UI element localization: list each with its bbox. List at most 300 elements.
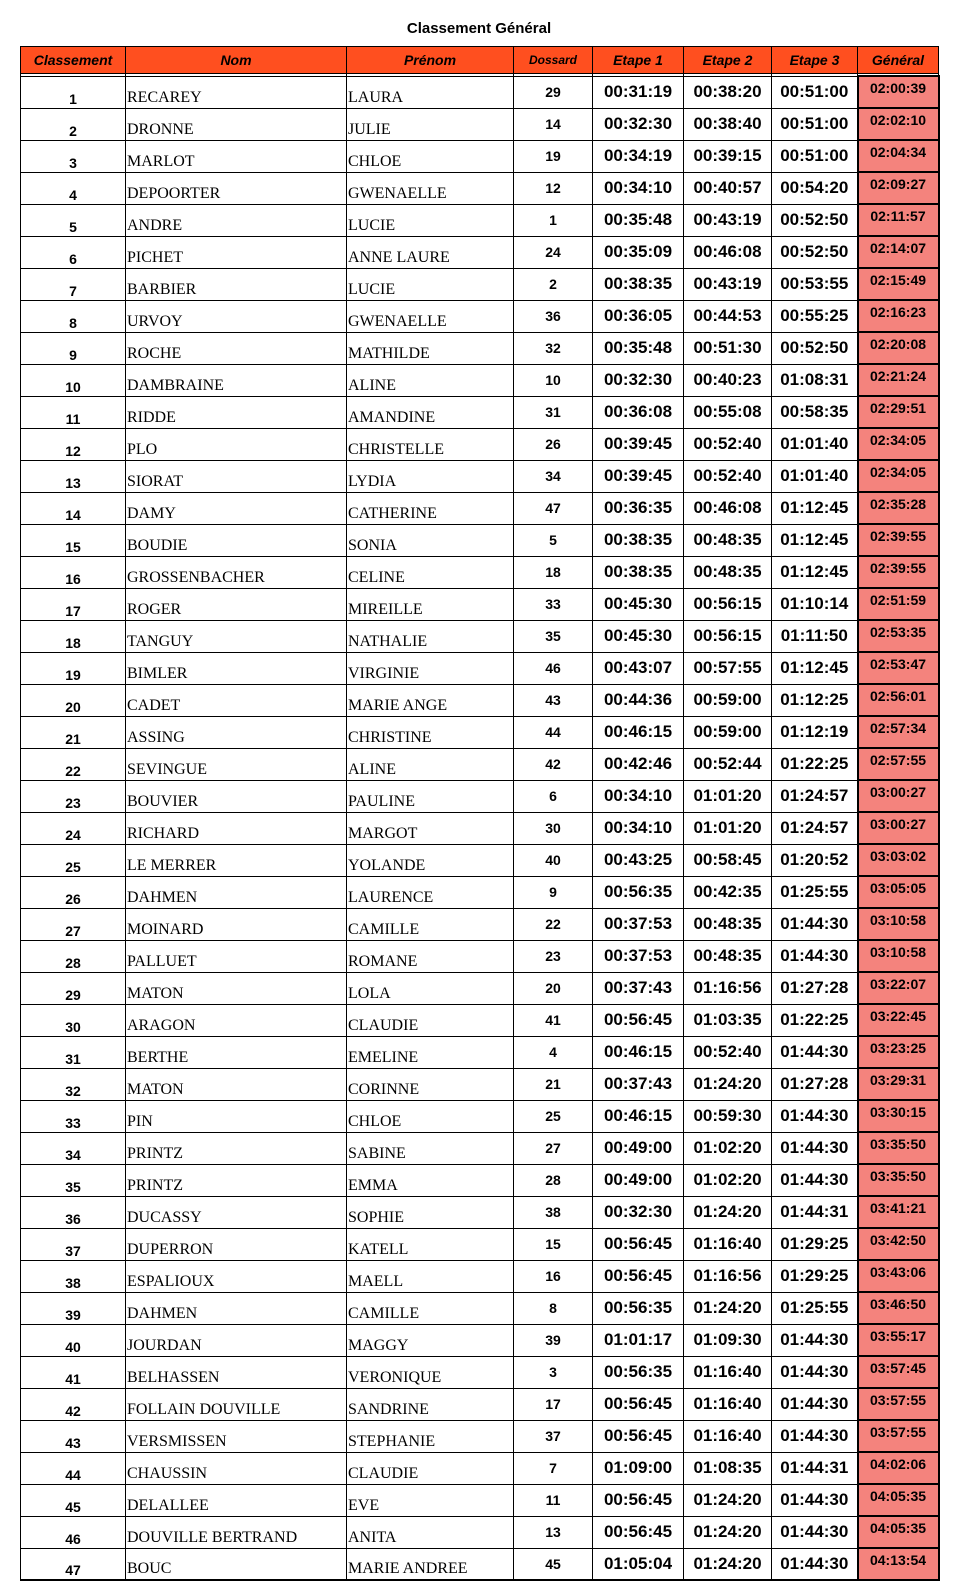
cell-etape3: 01:27:28 — [772, 972, 858, 1004]
cell-general: 02:53:35 — [858, 620, 939, 652]
cell-nom: ARAGON — [126, 1004, 347, 1036]
cell-etape2: 01:16:40 — [684, 1356, 772, 1388]
cell-classement: 17 — [21, 588, 126, 620]
cell-nom: BERTHE — [126, 1036, 347, 1068]
cell-classement: 1 — [21, 76, 126, 108]
cell-nom: VERSMISSEN — [126, 1420, 347, 1452]
cell-etape2: 00:56:15 — [684, 620, 772, 652]
cell-general: 02:16:23 — [858, 300, 939, 332]
cell-dossard: 26 — [514, 428, 593, 460]
cell-etape1: 00:56:35 — [593, 1292, 684, 1324]
cell-nom: FOLLAIN DOUVILLE — [126, 1388, 347, 1420]
cell-general: 03:00:27 — [858, 780, 939, 812]
cell-etape1: 00:39:45 — [593, 460, 684, 492]
cell-prenom: MARIE ANDREE — [347, 1548, 514, 1580]
cell-etape3: 01:01:40 — [772, 460, 858, 492]
cell-classement: 35 — [21, 1164, 126, 1196]
cell-prenom: GWENAELLE — [347, 300, 514, 332]
cell-prenom: SANDRINE — [347, 1388, 514, 1420]
cell-prenom: ALINE — [347, 748, 514, 780]
cell-prenom: CHRISTINE — [347, 716, 514, 748]
cell-prenom: MARGOT — [347, 812, 514, 844]
cell-nom: ASSING — [126, 716, 347, 748]
cell-etape3: 01:44:30 — [772, 1164, 858, 1196]
cell-dossard: 39 — [514, 1324, 593, 1356]
cell-etape3: 01:44:30 — [772, 1388, 858, 1420]
cell-general: 02:35:28 — [858, 492, 939, 524]
cell-classement: 11 — [21, 396, 126, 428]
cell-nom: RECAREY — [126, 76, 347, 108]
cell-dossard: 32 — [514, 332, 593, 364]
cell-general: 02:39:55 — [858, 524, 939, 556]
cell-etape3: 01:12:25 — [772, 684, 858, 716]
table-row — [21, 844, 939, 876]
cell-etape2: 01:16:56 — [684, 972, 772, 1004]
cell-nom: PLO — [126, 428, 347, 460]
cell-classement: 21 — [21, 716, 126, 748]
table-row — [21, 812, 939, 844]
cell-classement: 34 — [21, 1132, 126, 1164]
cell-prenom: MIREILLE — [347, 588, 514, 620]
cell-prenom: CLAUDIE — [347, 1004, 514, 1036]
cell-classement: 22 — [21, 748, 126, 780]
cell-general: 02:09:27 — [858, 172, 939, 204]
cell-etape1: 00:34:19 — [593, 140, 684, 172]
cell-nom: SEVINGUE — [126, 748, 347, 780]
cell-nom: CHAUSSIN — [126, 1452, 347, 1484]
cell-general: 02:02:10 — [858, 108, 939, 140]
header-etape1: Etape 1 — [593, 47, 684, 74]
cell-etape2: 00:46:08 — [684, 492, 772, 524]
header-dossard: Dossard — [514, 47, 593, 74]
cell-etape1: 01:09:00 — [593, 1452, 684, 1484]
cell-prenom: CHLOE — [347, 1100, 514, 1132]
cell-dossard: 22 — [514, 908, 593, 940]
cell-etape3: 01:12:19 — [772, 716, 858, 748]
table-body — [21, 74, 939, 1581]
cell-etape3: 01:44:30 — [772, 1324, 858, 1356]
cell-etape1: 00:36:35 — [593, 492, 684, 524]
cell-general: 03:42:50 — [858, 1228, 939, 1260]
cell-dossard: 20 — [514, 972, 593, 1004]
cell-etape2: 01:02:20 — [684, 1132, 772, 1164]
cell-prenom: AMANDINE — [347, 396, 514, 428]
cell-etape3: 00:51:00 — [772, 140, 858, 172]
cell-etape2: 01:24:20 — [684, 1068, 772, 1100]
cell-etape3: 01:44:30 — [772, 1356, 858, 1388]
cell-etape2: 00:48:35 — [684, 940, 772, 972]
cell-classement: 29 — [21, 972, 126, 1004]
cell-etape2: 00:59:00 — [684, 684, 772, 716]
cell-etape1: 00:46:15 — [593, 1100, 684, 1132]
cell-nom: URVOY — [126, 300, 347, 332]
cell-nom: BOUVIER — [126, 780, 347, 812]
cell-etape1: 00:37:53 — [593, 908, 684, 940]
cell-prenom: STEPHANIE — [347, 1420, 514, 1452]
cell-etape3: 01:22:25 — [772, 748, 858, 780]
cell-classement: 13 — [21, 460, 126, 492]
cell-etape2: 00:46:08 — [684, 236, 772, 268]
cell-general: 03:35:50 — [858, 1164, 939, 1196]
cell-dossard: 8 — [514, 1292, 593, 1324]
cell-etape2: 00:40:57 — [684, 172, 772, 204]
cell-etape1: 00:43:07 — [593, 652, 684, 684]
cell-etape3: 01:27:28 — [772, 1068, 858, 1100]
cell-general: 02:51:59 — [858, 588, 939, 620]
cell-prenom: MAELL — [347, 1260, 514, 1292]
cell-general: 02:53:47 — [858, 652, 939, 684]
cell-etape1: 00:45:30 — [593, 620, 684, 652]
cell-classement: 44 — [21, 1452, 126, 1484]
cell-etape1: 00:39:45 — [593, 428, 684, 460]
table-row — [21, 1068, 939, 1100]
cell-classement: 26 — [21, 876, 126, 908]
cell-etape1: 00:34:10 — [593, 780, 684, 812]
cell-prenom: EVE — [347, 1484, 514, 1516]
table-row — [21, 588, 939, 620]
cell-nom: ROCHE — [126, 332, 347, 364]
cell-etape2: 00:48:35 — [684, 908, 772, 940]
cell-etape2: 01:16:40 — [684, 1420, 772, 1452]
table-row — [21, 1196, 939, 1228]
cell-general: 02:11:57 — [858, 204, 939, 236]
table-row — [21, 1132, 939, 1164]
cell-general: 03:57:55 — [858, 1420, 939, 1452]
cell-prenom: CLAUDIE — [347, 1452, 514, 1484]
table-row — [21, 460, 939, 492]
cell-dossard: 31 — [514, 396, 593, 428]
cell-general: 02:20:08 — [858, 332, 939, 364]
cell-etape2: 01:08:35 — [684, 1452, 772, 1484]
cell-etape2: 00:55:08 — [684, 396, 772, 428]
table-row — [21, 1036, 939, 1068]
cell-prenom: LAURENCE — [347, 876, 514, 908]
cell-nom: DAHMEN — [126, 1292, 347, 1324]
cell-prenom: NATHALIE — [347, 620, 514, 652]
cell-etape1: 00:42:46 — [593, 748, 684, 780]
cell-general: 03:57:55 — [858, 1388, 939, 1420]
cell-etape2: 00:42:35 — [684, 876, 772, 908]
cell-etape1: 00:56:45 — [593, 1388, 684, 1420]
cell-etape1: 00:56:45 — [593, 1420, 684, 1452]
cell-general: 04:05:35 — [858, 1484, 939, 1516]
cell-prenom: ALINE — [347, 364, 514, 396]
cell-prenom: CATHERINE — [347, 492, 514, 524]
cell-prenom: CAMILLE — [347, 908, 514, 940]
cell-prenom: CHLOE — [347, 140, 514, 172]
header-etape3: Etape 3 — [772, 47, 858, 74]
cell-etape1: 00:45:30 — [593, 588, 684, 620]
cell-etape1: 00:34:10 — [593, 172, 684, 204]
cell-dossard: 41 — [514, 1004, 593, 1036]
cell-etape1: 00:56:35 — [593, 876, 684, 908]
cell-classement: 18 — [21, 620, 126, 652]
cell-nom: DUPERRON — [126, 1228, 347, 1260]
cell-general: 03:10:58 — [858, 908, 939, 940]
cell-etape1: 01:01:17 — [593, 1324, 684, 1356]
cell-classement: 5 — [21, 204, 126, 236]
cell-etape2: 00:48:35 — [684, 524, 772, 556]
cell-classement: 36 — [21, 1196, 126, 1228]
cell-etape2: 00:51:30 — [684, 332, 772, 364]
cell-etape3: 01:29:25 — [772, 1260, 858, 1292]
cell-nom: PALLUET — [126, 940, 347, 972]
cell-etape3: 01:10:14 — [772, 588, 858, 620]
cell-etape1: 00:37:53 — [593, 940, 684, 972]
table-row — [21, 1004, 939, 1036]
cell-etape2: 01:03:35 — [684, 1004, 772, 1036]
cell-prenom: LUCIE — [347, 268, 514, 300]
table-row — [21, 1260, 939, 1292]
cell-general: 03:57:45 — [858, 1356, 939, 1388]
cell-etape2: 01:24:20 — [684, 1484, 772, 1516]
cell-dossard: 9 — [514, 876, 593, 908]
table-row — [21, 652, 939, 684]
cell-prenom: GWENAELLE — [347, 172, 514, 204]
cell-general: 04:05:35 — [858, 1516, 939, 1548]
header-row — [21, 47, 939, 74]
cell-prenom: YOLANDE — [347, 844, 514, 876]
cell-etape1: 00:34:10 — [593, 812, 684, 844]
table-row — [21, 300, 939, 332]
cell-dossard: 10 — [514, 364, 593, 396]
cell-nom: RICHARD — [126, 812, 347, 844]
cell-etape3: 00:52:50 — [772, 236, 858, 268]
cell-general: 03:55:17 — [858, 1324, 939, 1356]
cell-prenom: LYDIA — [347, 460, 514, 492]
table-row — [21, 716, 939, 748]
cell-classement: 25 — [21, 844, 126, 876]
cell-classement: 3 — [21, 140, 126, 172]
cell-dossard: 1 — [514, 204, 593, 236]
cell-etape1: 00:43:25 — [593, 844, 684, 876]
cell-prenom: CELINE — [347, 556, 514, 588]
header-etape2: Etape 2 — [684, 47, 772, 74]
table-row — [21, 1324, 939, 1356]
cell-general: 03:30:15 — [858, 1100, 939, 1132]
cell-dossard: 5 — [514, 524, 593, 556]
cell-nom: LE MERRER — [126, 844, 347, 876]
cell-etape1: 00:32:30 — [593, 108, 684, 140]
cell-nom: DRONNE — [126, 108, 347, 140]
table-row — [21, 748, 939, 780]
cell-classement: 10 — [21, 364, 126, 396]
cell-etape2: 00:48:35 — [684, 556, 772, 588]
table-row — [21, 428, 939, 460]
cell-dossard: 7 — [514, 1452, 593, 1484]
cell-classement: 43 — [21, 1420, 126, 1452]
cell-etape2: 00:39:15 — [684, 140, 772, 172]
cell-classement: 38 — [21, 1260, 126, 1292]
cell-prenom: MATHILDE — [347, 332, 514, 364]
cell-dossard: 43 — [514, 684, 593, 716]
cell-nom: PRINTZ — [126, 1132, 347, 1164]
cell-etape3: 01:44:30 — [772, 1548, 858, 1580]
cell-general: 02:00:39 — [858, 76, 939, 108]
cell-general: 02:34:05 — [858, 460, 939, 492]
table-row — [21, 172, 939, 204]
cell-nom: DAMY — [126, 492, 347, 524]
table-row — [21, 1388, 939, 1420]
cell-dossard: 34 — [514, 460, 593, 492]
cell-general: 02:21:24 — [858, 364, 939, 396]
cell-general: 03:29:31 — [858, 1068, 939, 1100]
table-row — [21, 1356, 939, 1388]
cell-etape3: 01:12:45 — [772, 524, 858, 556]
cell-etape1: 00:37:43 — [593, 972, 684, 1004]
cell-etape3: 01:08:31 — [772, 364, 858, 396]
cell-classement: 2 — [21, 108, 126, 140]
cell-dossard: 2 — [514, 268, 593, 300]
table-row — [21, 268, 939, 300]
cell-etape2: 01:09:30 — [684, 1324, 772, 1356]
cell-etape1: 00:38:35 — [593, 268, 684, 300]
cell-dossard: 44 — [514, 716, 593, 748]
cell-etape2: 00:52:40 — [684, 460, 772, 492]
cell-nom: MATON — [126, 972, 347, 1004]
cell-dossard: 4 — [514, 1036, 593, 1068]
cell-nom: BELHASSEN — [126, 1356, 347, 1388]
cell-classement: 8 — [21, 300, 126, 332]
cell-prenom: CORINNE — [347, 1068, 514, 1100]
cell-etape3: 01:44:30 — [772, 1036, 858, 1068]
cell-dossard: 19 — [514, 140, 593, 172]
cell-prenom: SOPHIE — [347, 1196, 514, 1228]
cell-etape2: 00:38:20 — [684, 76, 772, 108]
cell-nom: GROSSENBACHER — [126, 556, 347, 588]
cell-nom: SIORAT — [126, 460, 347, 492]
cell-etape2: 01:16:56 — [684, 1260, 772, 1292]
cell-etape2: 00:38:40 — [684, 108, 772, 140]
cell-general: 03:05:05 — [858, 876, 939, 908]
cell-general: 03:35:50 — [858, 1132, 939, 1164]
cell-etape2: 01:24:20 — [684, 1292, 772, 1324]
table-row — [21, 204, 939, 236]
cell-dossard: 23 — [514, 940, 593, 972]
cell-general: 03:22:45 — [858, 1004, 939, 1036]
cell-etape3: 00:51:00 — [772, 76, 858, 108]
cell-nom: RIDDE — [126, 396, 347, 428]
cell-classement: 31 — [21, 1036, 126, 1068]
table-row — [21, 620, 939, 652]
cell-dossard: 36 — [514, 300, 593, 332]
cell-general: 03:43:06 — [858, 1260, 939, 1292]
table-row — [21, 492, 939, 524]
cell-etape1: 00:56:45 — [593, 1484, 684, 1516]
cell-prenom: SABINE — [347, 1132, 514, 1164]
cell-etape3: 00:53:55 — [772, 268, 858, 300]
cell-nom: PRINTZ — [126, 1164, 347, 1196]
cell-etape3: 00:55:25 — [772, 300, 858, 332]
cell-general: 02:57:34 — [858, 716, 939, 748]
cell-dossard: 38 — [514, 1196, 593, 1228]
cell-etape3: 00:54:20 — [772, 172, 858, 204]
cell-dossard: 3 — [514, 1356, 593, 1388]
cell-nom: DEPOORTER — [126, 172, 347, 204]
cell-dossard: 29 — [514, 76, 593, 108]
table-row — [21, 236, 939, 268]
cell-prenom: SONIA — [347, 524, 514, 556]
cell-prenom: EMELINE — [347, 1036, 514, 1068]
results-table — [20, 46, 940, 1581]
cell-etape1: 00:35:48 — [593, 332, 684, 364]
cell-etape1: 00:56:45 — [593, 1260, 684, 1292]
cell-prenom: CAMILLE — [347, 1292, 514, 1324]
cell-etape2: 00:40:23 — [684, 364, 772, 396]
cell-etape1: 00:35:09 — [593, 236, 684, 268]
cell-etape3: 01:12:45 — [772, 492, 858, 524]
cell-general: 03:03:02 — [858, 844, 939, 876]
cell-dossard: 28 — [514, 1164, 593, 1196]
cell-classement: 47 — [21, 1548, 126, 1580]
cell-etape2: 00:52:40 — [684, 1036, 772, 1068]
header-general: Général — [858, 47, 939, 74]
cell-etape3: 00:58:35 — [772, 396, 858, 428]
table-row — [21, 332, 939, 364]
cell-nom: MOINARD — [126, 908, 347, 940]
cell-etape1: 00:49:00 — [593, 1132, 684, 1164]
cell-etape2: 01:02:20 — [684, 1164, 772, 1196]
cell-etape2: 00:56:15 — [684, 588, 772, 620]
cell-etape3: 01:44:30 — [772, 1100, 858, 1132]
cell-etape3: 01:25:55 — [772, 1292, 858, 1324]
cell-general: 02:04:34 — [858, 140, 939, 172]
cell-etape1: 00:56:35 — [593, 1356, 684, 1388]
cell-etape2: 01:24:20 — [684, 1548, 772, 1580]
cell-etape1: 00:46:15 — [593, 716, 684, 748]
cell-general: 03:41:21 — [858, 1196, 939, 1228]
cell-general: 04:13:54 — [858, 1548, 939, 1580]
cell-etape1: 00:32:30 — [593, 364, 684, 396]
cell-etape1: 00:46:15 — [593, 1036, 684, 1068]
cell-general: 03:10:58 — [858, 940, 939, 972]
cell-etape3: 01:12:45 — [772, 652, 858, 684]
cell-prenom: PAULINE — [347, 780, 514, 812]
cell-etape2: 01:16:40 — [684, 1228, 772, 1260]
cell-classement: 4 — [21, 172, 126, 204]
header-nom: Nom — [126, 47, 347, 74]
cell-etape2: 00:43:19 — [684, 204, 772, 236]
cell-classement: 9 — [21, 332, 126, 364]
cell-etape3: 01:22:25 — [772, 1004, 858, 1036]
table-row — [21, 364, 939, 396]
cell-classement: 41 — [21, 1356, 126, 1388]
page-title: Classement Général — [406, 20, 552, 37]
cell-dossard: 6 — [514, 780, 593, 812]
cell-general: 02:14:07 — [858, 236, 939, 268]
cell-nom: ESPALIOUX — [126, 1260, 347, 1292]
cell-etape3: 00:52:50 — [772, 204, 858, 236]
cell-etape2: 01:24:20 — [684, 1516, 772, 1548]
cell-prenom: LUCIE — [347, 204, 514, 236]
cell-etape1: 00:56:45 — [593, 1004, 684, 1036]
cell-etape3: 00:52:50 — [772, 332, 858, 364]
table-row — [21, 1420, 939, 1452]
cell-nom: PIN — [126, 1100, 347, 1132]
cell-general: 02:39:55 — [858, 556, 939, 588]
cell-classement: 27 — [21, 908, 126, 940]
cell-classement: 7 — [21, 268, 126, 300]
cell-dossard: 45 — [514, 1548, 593, 1580]
table-row — [21, 684, 939, 716]
cell-etape2: 00:57:55 — [684, 652, 772, 684]
cell-prenom: VERONIQUE — [347, 1356, 514, 1388]
cell-classement: 42 — [21, 1388, 126, 1420]
cell-etape1: 00:56:45 — [593, 1516, 684, 1548]
cell-prenom: KATELL — [347, 1228, 514, 1260]
cell-etape2: 01:24:20 — [684, 1196, 772, 1228]
cell-classement: 24 — [21, 812, 126, 844]
